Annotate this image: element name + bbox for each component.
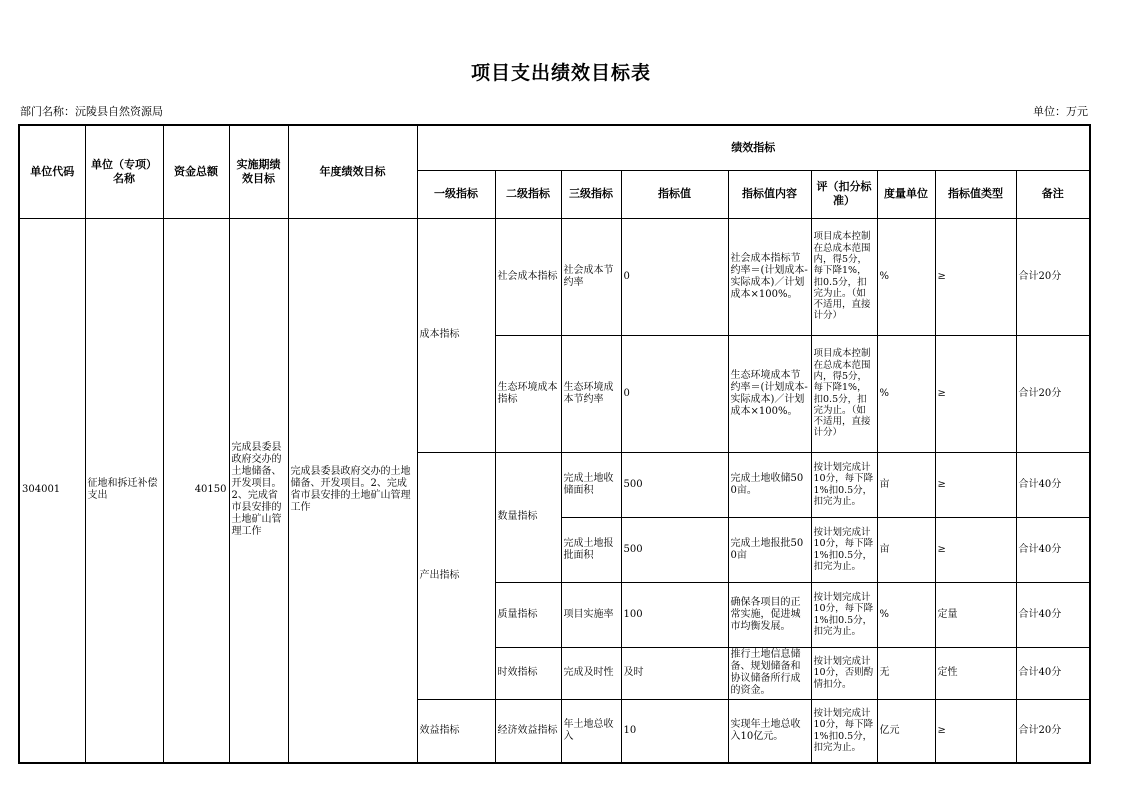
department-name: 部门名称：沅陵县自然资源局 xyxy=(20,105,163,118)
score-cell: 按计划完成计10分，否则酌情扣分。 xyxy=(811,647,877,699)
value-type-cell: 定量 xyxy=(935,582,1016,647)
value-type-cell: 定性 xyxy=(935,647,1016,699)
annual-goal-cell: 完成县委县政府交办的土地储备、开发项目。2、完成省市县安排的土地矿山管理工作 xyxy=(288,218,417,763)
header-note: 备注 xyxy=(1016,170,1090,218)
value-cell: 10 xyxy=(621,699,728,763)
level2-eco-cost: 生态环境成本指标 xyxy=(495,335,561,452)
table-row xyxy=(19,218,1090,335)
header-measure-unit: 度量单位 xyxy=(877,170,935,218)
level1-cost: 成本指标 xyxy=(417,218,495,452)
level2-quality: 质量指标 xyxy=(495,582,561,647)
header-level2: 二级指标 xyxy=(495,170,561,218)
level3-cell: 完成及时性 xyxy=(561,647,621,699)
note-cell: 合计20分 xyxy=(1016,699,1090,763)
header-value: 指标值 xyxy=(621,170,728,218)
level3-cell: 完成土地收储面积 xyxy=(561,452,621,517)
header-unit-code: 单位代码 xyxy=(19,125,85,218)
value-type-cell: ≥ xyxy=(935,452,1016,517)
level2-economic: 经济效益指标 xyxy=(495,699,561,763)
value-cell: 0 xyxy=(621,335,728,452)
content-cell: 推行土地信息储备、规划储备和协议储备所行成的资金。 xyxy=(728,647,811,699)
value-type-cell: ≥ xyxy=(935,335,1016,452)
period-goal-cell: 完成县委县政府交办的土地储备、开发项目。2、完成省市县安排的土地矿山管理工作 xyxy=(229,218,288,763)
value-cell: 100 xyxy=(621,582,728,647)
measure-unit-cell: % xyxy=(877,335,935,452)
unit-name-cell: 征地和拆迁补偿支出 xyxy=(85,218,163,763)
score-cell: 项目成本控制在总成本范围内，得5分，每下降1%，扣0.5分，扣完为止。（如不适用，直接计分） xyxy=(811,218,877,335)
note-cell: 合计20分 xyxy=(1016,335,1090,452)
measure-unit-cell: 亿元 xyxy=(877,699,935,763)
level2-quantity: 数量指标 xyxy=(495,452,561,582)
measure-unit-cell: % xyxy=(877,582,935,647)
content-cell: 完成土地收储500亩。 xyxy=(728,452,811,517)
content-cell: 完成土地报批500亩 xyxy=(728,517,811,582)
level2-timeliness: 时效指标 xyxy=(495,647,561,699)
measure-unit-cell: 无 xyxy=(877,647,935,699)
level3-cell: 社会成本节约率 xyxy=(561,218,621,335)
content-cell: 实现年土地总收入10亿元。 xyxy=(728,699,811,763)
note-cell: 合计40分 xyxy=(1016,647,1090,699)
value-type-cell: ≥ xyxy=(935,218,1016,335)
header-level1: 一级指标 xyxy=(417,170,495,218)
value-type-cell: ≥ xyxy=(935,699,1016,763)
value-cell: 500 xyxy=(621,452,728,517)
content-cell: 社会成本指标节约率＝(计划成本-实际成本)／计划成本×100%。 xyxy=(728,218,811,335)
note-cell: 合计40分 xyxy=(1016,517,1090,582)
score-cell: 按计划完成计10分，每下降1%扣0.5分，扣完为止。 xyxy=(811,699,877,763)
level1-output: 产出指标 xyxy=(417,452,495,699)
note-cell: 合计40分 xyxy=(1016,582,1090,647)
content-cell: 生态环境成本节约率＝(计划成本-实际成本)／计划成本×100%。 xyxy=(728,335,811,452)
level3-cell: 生态环境成本节约率 xyxy=(561,335,621,452)
note-cell: 合计20分 xyxy=(1016,218,1090,335)
level3-cell: 年土地总收入 xyxy=(561,699,621,763)
level3-cell: 完成土地报批面积 xyxy=(561,517,621,582)
value-cell: 及时 xyxy=(621,647,728,699)
content-cell: 确保各项目的正常实施，促进城市均衡发展。 xyxy=(728,582,811,647)
page-title: 项目支出绩效目标表 xyxy=(470,62,651,84)
level3-cell: 项目实施率 xyxy=(561,582,621,647)
measure-unit-cell: % xyxy=(877,218,935,335)
header-total-funds: 资金总额 xyxy=(163,125,229,218)
header-period-goal: 实施期绩效目标 xyxy=(229,125,288,218)
measure-unit-cell: 亩 xyxy=(877,452,935,517)
score-cell: 按计划完成计10分，每下降1%扣0.5分，扣完为止。 xyxy=(811,582,877,647)
header-score: 评（扣分标准） xyxy=(811,170,877,218)
unit-code-cell: 304001 xyxy=(19,218,85,763)
total-funds-cell: 40150 xyxy=(163,218,229,763)
value-type-cell: ≥ xyxy=(935,517,1016,582)
header-content: 指标值内容 xyxy=(728,170,811,218)
performance-table xyxy=(18,124,1091,764)
level2-social-cost: 社会成本指标 xyxy=(495,218,561,335)
value-cell: 0 xyxy=(621,218,728,335)
level1-benefit: 效益指标 xyxy=(417,699,495,763)
header-value-type: 指标值类型 xyxy=(935,170,1016,218)
score-cell: 项目成本控制在总成本范围内，得5分，每下降1%，扣0.5分，扣完为止。（如不适用，直接计分） xyxy=(811,335,877,452)
score-cell: 按计划完成计10分，每下降1%扣0.5分，扣完为止。 xyxy=(811,452,877,517)
note-cell: 合计40分 xyxy=(1016,452,1090,517)
header-unit-name: 单位（专项）名称 xyxy=(85,125,163,218)
header-indicators: 绩效指标 xyxy=(417,125,1090,170)
score-cell: 按计划完成计10分，每下降1%扣0.5分，扣完为止。 xyxy=(811,517,877,582)
header-level3: 三级指标 xyxy=(561,170,621,218)
currency-unit: 单位：万元 xyxy=(1033,105,1088,118)
header-annual-goal: 年度绩效目标 xyxy=(288,125,417,218)
value-cell: 500 xyxy=(621,517,728,582)
measure-unit-cell: 亩 xyxy=(877,517,935,582)
